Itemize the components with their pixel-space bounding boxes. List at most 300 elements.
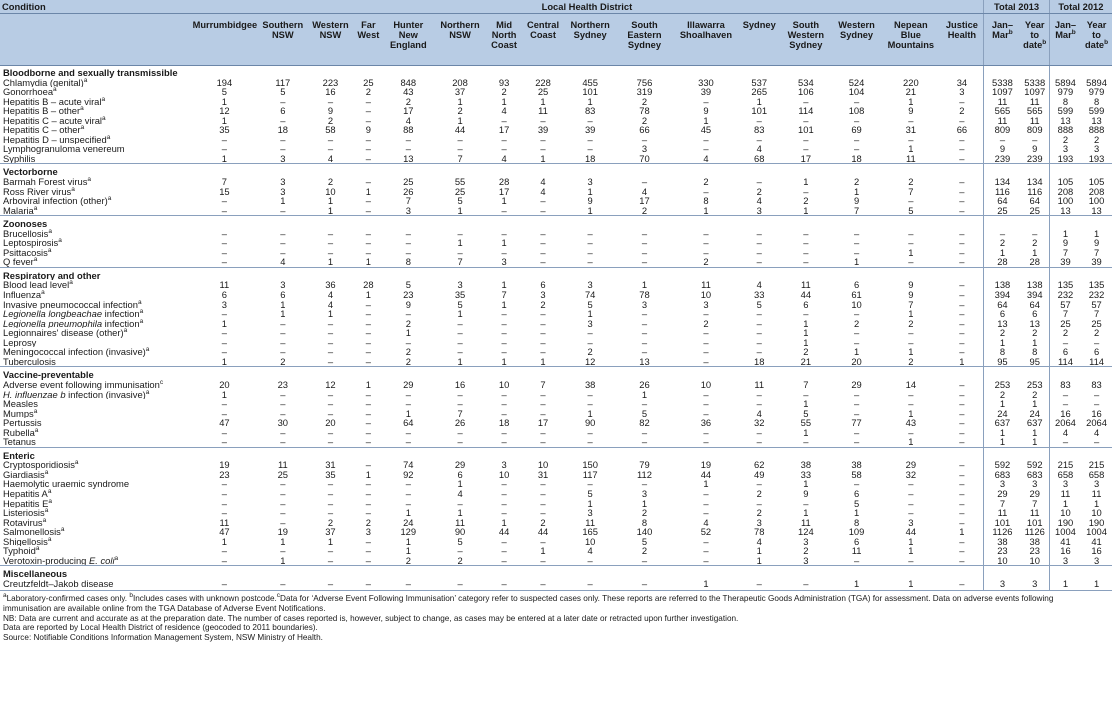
count-cell: 239	[984, 154, 1021, 164]
table-row	[0, 97, 1112, 107]
count-cell: –	[501, 536, 507, 547]
condition-name: Hepatitis C – other$^a$	[3, 125, 85, 135]
count-cell: 1	[280, 196, 286, 206]
count-cell: 1	[280, 536, 286, 547]
table-row	[0, 489, 1112, 499]
count-cell: 2	[327, 177, 334, 187]
count-cell: 39	[584, 125, 596, 135]
count-cell: –	[327, 144, 334, 154]
count-cell: 215	[1049, 460, 1081, 470]
group-title: Respiratory and other	[0, 267, 984, 280]
count-cell: 35	[454, 290, 466, 300]
count-cell: 7	[908, 186, 914, 197]
count-cell: –	[221, 399, 228, 409]
count-cell: –	[756, 318, 762, 329]
count-cell: 220	[903, 77, 919, 88]
count-cell: 11	[984, 508, 1021, 518]
count-cell: 11	[538, 106, 548, 116]
count-cell: –	[587, 228, 593, 239]
footnote-marker: a	[48, 228, 52, 235]
count-cell: 4	[327, 299, 334, 310]
count-cell: 32	[905, 469, 917, 480]
count-cell: 11	[851, 546, 862, 556]
footnote-source: Source: Notifiable Conditions Information Management System, NSW Ministry of Health.	[3, 632, 323, 642]
group-spacer	[1049, 367, 1081, 380]
total-2013-header: Total 2013	[984, 0, 1050, 14]
count-cell: 4	[756, 196, 762, 206]
count-cell: –	[280, 205, 286, 216]
count-cell: 18	[584, 153, 596, 164]
count-cell: –	[501, 318, 507, 329]
count-cell: 6	[540, 280, 546, 291]
count-cell: 2	[1093, 134, 1100, 145]
count-cell: –	[540, 247, 546, 258]
count-cell: 37	[325, 527, 336, 537]
count-cell: –	[756, 228, 762, 239]
count-cell: 1	[327, 196, 334, 206]
count-cell: –	[703, 399, 709, 409]
footnote-marker: a	[35, 546, 40, 553]
count-cell: –	[501, 115, 507, 126]
count-cell: 58	[851, 469, 862, 480]
group-header-row	[0, 447, 1112, 460]
count-cell: 1	[457, 205, 463, 216]
count-cell: 10	[1049, 508, 1081, 518]
table-row	[0, 579, 1112, 591]
count-cell: 1	[327, 309, 334, 319]
count-cell: –	[501, 555, 507, 566]
count-cell: –	[959, 290, 965, 300]
group-spacer	[1081, 267, 1112, 280]
count-cell: –	[221, 427, 228, 438]
count-cell: 1	[853, 257, 860, 268]
count-cell: 9	[365, 125, 371, 135]
count-cell: –	[703, 347, 709, 357]
count-cell: –	[365, 309, 371, 319]
count-cell: –	[959, 299, 965, 310]
count-cell: –	[756, 115, 762, 126]
condition-name: Gonorrhoea$^a$	[3, 87, 57, 97]
count-cell: –	[641, 328, 648, 338]
count-cell: –	[221, 546, 228, 556]
footnote-marker: a	[139, 309, 144, 316]
count-cell: 5894	[1049, 78, 1081, 88]
count-cell: 208	[452, 77, 468, 88]
count-cell: 599	[1088, 106, 1105, 116]
group-header-row	[0, 164, 1112, 177]
table-row	[0, 390, 1112, 400]
group-spacer	[1081, 447, 1112, 460]
count-cell: –	[803, 228, 809, 239]
count-cell: 74	[403, 460, 414, 470]
count-cell: 95	[984, 357, 1021, 367]
count-cell: 1	[587, 309, 593, 319]
count-cell: –	[641, 347, 648, 357]
count-cell: –	[587, 247, 593, 258]
count-cell: –	[959, 479, 965, 489]
count-cell: –	[540, 205, 546, 216]
count-cell: –	[522, 579, 565, 591]
count-cell: 5	[280, 87, 286, 97]
count-cell: 11	[219, 517, 230, 528]
count-cell: –	[803, 498, 809, 509]
count-cell: 11	[800, 517, 811, 528]
count-cell: 2	[457, 106, 463, 116]
count-cell: 29	[984, 489, 1021, 499]
count-cell: 112	[636, 469, 652, 480]
condition-name: H. influenzae b infection (invasive)$^a$	[3, 389, 150, 400]
count-cell: –	[365, 299, 371, 310]
count-cell: 1	[853, 347, 860, 357]
footnote-lhd: Data are reported by Local Health District of residence (geocoded to 2011 boundaries).	[3, 623, 318, 633]
table-row	[0, 518, 1112, 528]
group-spacer	[1081, 367, 1112, 380]
table-row	[0, 499, 1112, 509]
count-cell: 7	[457, 257, 463, 268]
condition-name: Hepatitis C – acute viral$^a$	[3, 115, 106, 126]
footnote-marker: a	[34, 427, 39, 434]
count-cell: 1	[803, 205, 809, 216]
count-cell: 3	[1021, 579, 1050, 591]
count-cell: 10	[984, 556, 1021, 566]
district-column-header: South Western Sydney	[780, 14, 832, 66]
count-cell: 2	[365, 87, 371, 97]
count-cell: –	[457, 247, 463, 258]
footnote-marker: a	[71, 186, 75, 193]
count-cell: –	[280, 546, 286, 556]
count-cell: 5338	[1024, 77, 1046, 88]
table-row	[0, 196, 1112, 206]
count-cell: –	[327, 228, 334, 239]
count-cell: 2	[327, 115, 334, 126]
count-cell: 3	[1093, 479, 1100, 489]
table-row	[0, 238, 1112, 248]
count-cell: 8	[703, 196, 709, 206]
count-cell: –	[365, 238, 371, 248]
count-cell: 4	[641, 186, 648, 197]
count-cell: –	[405, 337, 411, 348]
table-row	[0, 154, 1112, 164]
count-cell: –	[221, 328, 228, 338]
table-row	[0, 357, 1112, 367]
count-cell: 14	[905, 379, 917, 390]
count-cell: 83	[754, 125, 765, 135]
count-cell: 2	[641, 205, 648, 216]
count-cell: 43	[905, 418, 917, 428]
count-cell: –	[307, 579, 353, 591]
count-cell: 1	[501, 517, 507, 528]
count-cell: 3	[641, 488, 648, 499]
table-row	[0, 338, 1112, 348]
count-cell: 265	[751, 87, 768, 97]
count-cell: 1	[1032, 437, 1038, 448]
count-cell: 29	[851, 379, 862, 390]
count-cell: 8	[1049, 97, 1081, 107]
count-cell: 394	[1026, 290, 1043, 300]
count-cell: 11	[1091, 488, 1102, 499]
count-cell: 1	[221, 536, 228, 547]
condition-name: Shigellosis$^a$	[3, 536, 52, 547]
count-cell: 193	[1049, 154, 1081, 164]
footnote-marker: a	[101, 96, 106, 103]
count-cell: 1	[501, 238, 507, 248]
count-cell: 2	[405, 555, 411, 566]
district-column-header: Northern NSW	[433, 14, 486, 66]
count-cell: 3	[365, 527, 371, 537]
group-spacer	[1021, 66, 1050, 78]
count-cell: 1	[881, 579, 940, 591]
count-cell: 3	[280, 153, 286, 164]
count-cell: 3	[959, 87, 965, 97]
count-cell: –	[383, 579, 433, 591]
count-cell: 637	[1026, 418, 1043, 428]
count-cell: –	[258, 579, 307, 591]
count-cell: –	[616, 579, 673, 591]
count-cell: –	[853, 399, 860, 409]
condition-name: Tetanus	[3, 437, 36, 448]
district-column-header: Justice Health	[941, 14, 984, 66]
district-column-header: Illawarra Shoalhaven	[673, 14, 739, 66]
count-cell: 3	[803, 555, 809, 566]
count-cell: 66	[956, 125, 968, 135]
count-cell: 3	[703, 299, 709, 310]
count-cell: 1	[641, 389, 648, 400]
count-cell: –	[405, 437, 411, 448]
count-cell: 1	[1032, 427, 1038, 438]
group-spacer	[1081, 566, 1112, 579]
count-cell: 16	[325, 87, 336, 97]
count-cell: 74	[584, 290, 596, 300]
count-cell: –	[853, 228, 860, 239]
count-cell: –	[221, 238, 228, 248]
count-cell: –	[540, 488, 546, 499]
group-spacer	[1049, 164, 1081, 177]
count-cell: 31	[325, 460, 336, 470]
count-cell: 19	[219, 460, 230, 470]
count-cell: 11	[701, 280, 711, 291]
district-column-header: South Eastern Sydney	[616, 14, 673, 66]
count-cell: –	[365, 96, 371, 107]
count-cell: –	[365, 205, 371, 216]
group-spacer	[1021, 566, 1050, 579]
count-cell: 25	[1029, 205, 1040, 216]
count-cell: 28	[498, 177, 510, 187]
count-cell: 6	[280, 290, 286, 300]
header-row-columns	[0, 14, 1112, 66]
condition-name: Hepatitis $A^a$	[3, 488, 52, 499]
count-cell: 10	[537, 460, 549, 470]
count-cell: –	[641, 228, 648, 239]
group-header-row	[0, 367, 1112, 380]
condition-name: Typhoid$^a$	[3, 546, 40, 556]
count-cell: –	[327, 555, 334, 566]
count-cell: 68	[754, 153, 765, 164]
count-cell: 208	[1088, 186, 1105, 197]
count-cell: –	[756, 427, 762, 438]
count-cell: 114	[1089, 356, 1105, 367]
count-cell: 88	[403, 125, 414, 135]
group-spacer	[1081, 164, 1112, 177]
count-cell: 5	[457, 196, 463, 206]
count-cell: –	[756, 347, 762, 357]
footnote-definitions: $^a$Laboratory-confirmed cases only. $^b$Includes cases with unknown postcode.$^c$Data for ‘Adverse Event Following Immunisation’ category refer to suspected cases only. These reports are referred to the Therapeutic Goods Administration (TGA) for assessment. Data on adverse events following immunisation are available online from the TGA Database of Adverse Event Notifications.	[3, 592, 1054, 614]
count-cell: 92	[403, 469, 414, 480]
count-cell: 49	[754, 469, 765, 480]
count-cell: –	[803, 115, 809, 126]
count-cell: –	[908, 488, 914, 499]
count-cell: –	[1093, 437, 1100, 448]
count-cell: 11	[455, 517, 465, 528]
count-cell: –	[908, 479, 914, 489]
count-cell: –	[959, 186, 965, 197]
count-cell: 11	[585, 517, 596, 528]
count-cell: –	[756, 328, 762, 338]
count-cell: –	[803, 437, 809, 448]
count-cell: –	[327, 488, 334, 499]
count-cell: –	[908, 498, 914, 509]
count-cell: 135	[1049, 280, 1081, 290]
count-cell: 1	[405, 328, 411, 338]
count-cell: –	[280, 408, 286, 419]
count-cell: 1	[803, 328, 809, 338]
count-cell: 114	[1049, 357, 1081, 367]
condition-name: Hepatitis $E^a$	[3, 498, 52, 509]
count-cell: –	[280, 517, 286, 528]
district-column-header: Central Coast	[522, 14, 565, 66]
count-cell: 12	[219, 106, 230, 116]
count-cell: 17	[498, 125, 510, 135]
count-cell: –	[587, 427, 593, 438]
table-row	[0, 428, 1112, 438]
count-cell: –	[959, 309, 965, 319]
footnote-marker: a	[33, 205, 38, 212]
footnote-marker: a	[33, 408, 38, 415]
count-cell: 38	[984, 537, 1021, 547]
count-cell: 3	[587, 508, 593, 518]
count-cell: –	[959, 96, 965, 107]
count-cell: 23	[277, 379, 289, 390]
count-cell: 1	[327, 205, 334, 216]
count-cell: –	[405, 399, 411, 409]
count-cell: –	[365, 498, 371, 509]
count-cell: 77	[851, 418, 862, 428]
count-cell: 23	[984, 546, 1021, 556]
count-cell: –	[540, 399, 546, 409]
count-cell: 1	[587, 498, 593, 509]
table-row	[0, 177, 1112, 187]
count-cell: 33	[754, 290, 765, 300]
count-cell: –	[405, 479, 411, 489]
count-cell: 1	[641, 280, 648, 291]
count-cell: 20	[219, 379, 230, 390]
condition-name: Rotavirus$^a$	[3, 517, 47, 528]
table-row	[0, 527, 1112, 537]
table-row	[0, 187, 1112, 197]
count-cell: 3	[908, 517, 914, 528]
count-cell: 28	[363, 280, 374, 291]
group-title: Enteric	[0, 447, 984, 460]
count-cell: 82	[639, 418, 650, 428]
count-cell: 19	[700, 460, 712, 470]
count-cell: –	[703, 337, 709, 348]
count-cell: –	[221, 134, 228, 145]
count-cell: 592	[984, 460, 1021, 470]
group-header-row	[0, 267, 1112, 280]
footnote-marker: a	[80, 125, 85, 132]
group-title: Zoonoses	[0, 216, 984, 229]
count-cell: 2	[641, 508, 648, 518]
count-cell: 1	[984, 338, 1021, 348]
count-cell: –	[457, 337, 463, 348]
count-cell: 10	[584, 536, 596, 547]
table-row	[0, 248, 1112, 258]
count-cell: –	[959, 546, 965, 556]
count-cell: 3	[587, 177, 593, 187]
count-cell: 30	[277, 418, 289, 428]
count-cell: –	[641, 399, 648, 409]
count-cell: 9	[327, 106, 334, 116]
count-cell: 1	[405, 408, 411, 419]
count-cell: 1	[221, 318, 228, 329]
count-cell: 4	[1049, 428, 1081, 438]
total-2012-header: Total 2012	[1049, 0, 1112, 14]
count-cell: 2064	[1086, 418, 1107, 428]
count-cell: 1	[832, 579, 881, 591]
count-cell: 537	[751, 77, 768, 88]
count-cell: –	[501, 228, 507, 239]
count-cell: –	[280, 479, 286, 489]
count-cell: 25	[537, 87, 549, 97]
count-cell: –	[959, 280, 965, 291]
count-cell: –	[853, 437, 860, 448]
count-cell: –	[908, 389, 914, 400]
count-cell: –	[703, 555, 709, 566]
count-cell: –	[959, 460, 965, 470]
count-cell: –	[405, 498, 411, 509]
count-cell: 1	[221, 96, 228, 107]
count-cell: 2	[908, 177, 914, 187]
count-cell: 12	[325, 379, 336, 390]
count-cell: –	[908, 427, 914, 438]
count-cell: 114	[798, 106, 814, 116]
district-column-header: Western NSW	[307, 14, 353, 66]
group-spacer	[1049, 216, 1081, 229]
count-cell: –	[959, 328, 965, 338]
count-cell: 11	[219, 280, 230, 291]
count-cell: 11	[754, 379, 765, 390]
count-cell: 4	[405, 115, 411, 126]
count-cell: 1	[501, 196, 507, 206]
group-header-row	[0, 566, 1112, 579]
count-cell: –	[280, 508, 286, 518]
count-cell: 9	[853, 196, 860, 206]
count-cell: 1	[365, 186, 371, 197]
count-cell: 25	[277, 469, 289, 480]
count-cell: –	[959, 318, 965, 329]
count-cell: 4	[587, 546, 593, 556]
condition-name: Haemolytic uraemic syndrome	[3, 479, 130, 489]
count-cell: 11	[984, 97, 1021, 107]
count-cell: 7	[1049, 309, 1081, 319]
count-cell: –	[405, 309, 411, 319]
count-cell: –	[540, 427, 546, 438]
count-cell: 134	[1026, 177, 1043, 187]
condition-name: Ross River virus$^a$	[3, 186, 75, 197]
count-cell: –	[354, 579, 384, 591]
count-cell: –	[703, 508, 709, 518]
count-cell: –	[191, 579, 259, 591]
count-cell: 5	[457, 299, 463, 310]
